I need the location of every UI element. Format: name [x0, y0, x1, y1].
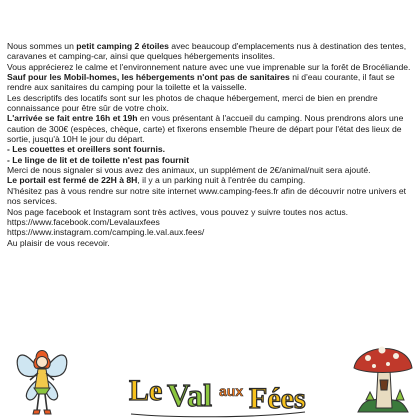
animals-paragraph: Merci de nous signaler si vous avez des animaux, un supplément de 2€/animal/nuit sera ajouté. — [7, 165, 371, 176]
intro-paragraph — [7, 41, 415, 62]
arrival-hours: L'arrivée se fait entre 16h et 19h — [7, 113, 138, 124]
arrival-text: en vous présentant à l'accueil du camping. Nous prendrons alors une caution de 300€ (espèces, chèque, carte) et fixerons ensemble l'heure de départ pour l'état des lieux de sortie, jusqu'à 10H le jour du départ. — [7, 113, 404, 145]
camping-rating: petit camping 2 étoiles — [76, 41, 169, 51]
info-text — [7, 41, 415, 248]
environment-paragraph: Vous apprécierez le calme et l'environnement nature avec une vue imprenable sur la forêt de Brocéliande. — [7, 61, 411, 72]
duvets-note: - Les couettes et oreillers sont fournis. — [7, 144, 166, 155]
logo-word-val: Val — [167, 377, 213, 413]
logo-word-aux: aux — [219, 383, 244, 399]
website-paragraph: N'hésitez pas à vous rendre sur notre site internet www.camping-fees.fr afin de découvrir notre univers et nos services. — [7, 185, 407, 207]
social-paragraph: Nos page facebook et Instagram sont très actives, vous pouvez y suivre toutes nos actus. — [7, 206, 349, 217]
fairy-illustration — [12, 342, 72, 420]
description-paragraph: Les descriptifs des locatifs sont sur les photos de chaque hébergement, merci de bien en prendre connaissance pour être sûr de votre choix. — [7, 92, 378, 114]
small-plant — [396, 390, 404, 400]
arrival-paragraph — [7, 113, 415, 144]
sanitary-warning: Sauf pour les Mobil-homes, les hébergements n'ont pas de sanitaires — [7, 72, 290, 83]
gate-text: , il y a un parking nuit à l'entrée du camping. — [137, 175, 306, 186]
gate-hours: Le portail est fermé de 22H à 8H — [7, 175, 138, 186]
closing-line: Au plaisir de vous recevoir. — [7, 237, 110, 248]
sanitary-paragraph — [7, 72, 415, 93]
facebook-link[interactable]: https://www.facebook.com/Levalauxfees — [7, 216, 160, 227]
sanitary-text: ni d'eau courante, il faut se rendre aux sanitaires du camping pour la toilette et la vaisselle. — [7, 72, 395, 93]
instagram-link[interactable]: https://www.instagram.com/camping.le.val.aux.fees/ — [7, 227, 205, 238]
logo-word-le: Le — [129, 374, 163, 407]
logo-word-fees: Fées — [249, 382, 306, 415]
intro-text-end: avec beaucoup d'emplacements nus à destination des tentes, caravanes et camping-car, ainsi que quelques hébergements insolites. — [7, 41, 407, 62]
val-aux-fees-logo — [125, 362, 310, 418]
linen-note: - Le linge de lit et de toilette n'est pas fournit — [7, 154, 190, 165]
mushroom-door — [380, 380, 388, 390]
intro-text: Nous sommes un — [7, 41, 77, 51]
mushroom-illustration — [352, 334, 414, 418]
gate-paragraph — [7, 175, 415, 185]
small-plant — [366, 392, 374, 400]
